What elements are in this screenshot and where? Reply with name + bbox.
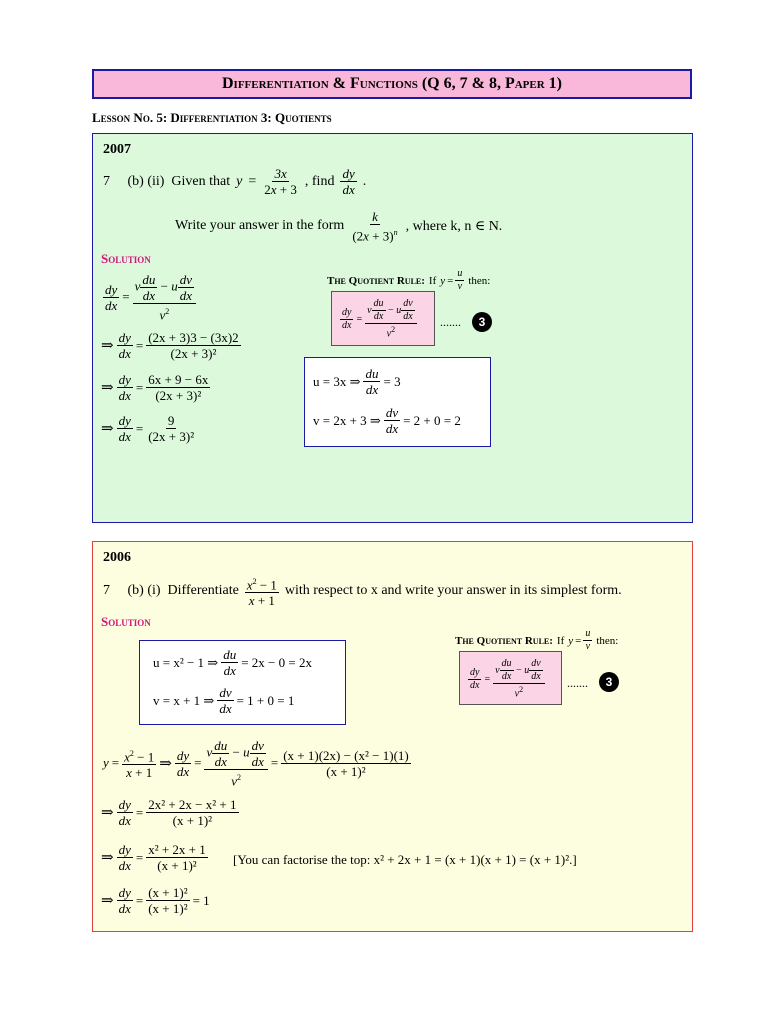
dots: ....... bbox=[567, 676, 588, 690]
question-text: 7 (b) (i) Differentiate bbox=[103, 583, 239, 599]
step-3: ⇒ $\frac{dy}{dx}$ = $\frac{9}{\text{(2x + 3)²}}$ bbox=[101, 413, 195, 444]
quotient-rule-title: The Quotient Rule: If y = $\frac{u}{v}$ then: bbox=[455, 628, 619, 652]
find-text: , find bbox=[304, 173, 335, 189]
fraction: $\frac{k}{(2x + 3)^n}$ bbox=[352, 209, 398, 244]
reference-badge: 3 bbox=[472, 312, 492, 332]
year-2007: 2007 bbox=[103, 142, 131, 157]
lesson-heading: Lesson No. 5: Differentiation 3: Quotients bbox=[92, 110, 332, 125]
derivatives-box: u = 3x ⇒ $\frac{du}{dx}$ = 3 v = 2x + 3 ⇒ $\frac{dv}{dx}$ = 2 + 0 = 2 bbox=[304, 357, 491, 447]
fraction: $\frac{x^2 - 1}{x + 1}$ bbox=[245, 574, 279, 608]
solution-label: Solution bbox=[101, 251, 151, 266]
instruction-2007 bbox=[175, 209, 502, 243]
quotient-rule-title: The Quotient Rule: If y = $\frac{u}{v}$ then: bbox=[327, 268, 491, 292]
question-2006 bbox=[103, 574, 622, 608]
main-derivation: y = $\frac{x^2 - 1}{x + 1}$ ⇒ $\frac{dy}{dx}$ = v $\frac{du}{dx}$ − u $\frac{dv}{dx}$ $v^2$ = $\frac{\text{(x + 1)(2x) − (x² − 1)(1)}}{\text{(x + 1)²}}$ bbox=[103, 738, 409, 789]
year-2006: 2006 bbox=[103, 550, 131, 565]
instruction-text: Write your answer in the form bbox=[175, 218, 345, 234]
step-3: ⇒ $\frac{dy}{dx}$ = $\frac{\text{(x + 1)²}}{\text{(x + 1)²}}$ = 1 bbox=[101, 885, 210, 916]
step-1: ⇒ $\frac{dy}{dx}$ = $\frac{\text{2x² + 2x − x² + 1}}{\text{(x + 1)²}}$ bbox=[101, 797, 237, 828]
quotient-formula: $\frac{dy}{dx}$ = v $\frac{du}{dx}$ − u $\frac{dv}{dx}$ $v^2$ bbox=[103, 272, 196, 322]
factor-note: [You can factorise the top: x² + 2x + 1 = (x + 1)(x + 1) = (x + 1)².] bbox=[233, 852, 577, 867]
quotient-rule-box: $\frac{dy}{dx}$ = v $\frac{du}{dx}$ − u $\frac{dv}{dx}$ $v^2$ bbox=[331, 291, 435, 346]
step-2: ⇒ $\frac{dy}{dx}$ = $\frac{\text{x² + 2x + 1}}{\text{(x + 1)²}}$ bbox=[101, 842, 206, 873]
page-title: Differentiation & Functions (Q 6, 7 & 8, Paper 1) bbox=[92, 69, 692, 99]
question-2007: 7 (b) (ii) Given that y = $\frac{3x}{2x + 3}$ , find $\frac{dy}{dx}$ . bbox=[103, 166, 367, 197]
quotient-rule-box: $\frac{dy}{dx}$ = v $\frac{du}{dx}$ − u $\frac{dv}{dx}$ $v^2$ bbox=[459, 651, 562, 705]
where-text: , where k, n ∈ N. bbox=[405, 218, 503, 234]
solution-label: Solution bbox=[101, 614, 151, 629]
question-text: 7 (b) (ii) Given that bbox=[103, 173, 231, 189]
dots: ....... bbox=[440, 315, 461, 329]
fraction: $\frac{dy}{dx}$ bbox=[342, 166, 355, 197]
reference-badge: 3 bbox=[599, 672, 619, 692]
derivatives-box: u = x² − 1 ⇒ $\frac{du}{dx}$ = 2x − 0 = 2x v = x + 1 ⇒ $\frac{dv}{dx}$ = 1 + 0 = 1 bbox=[139, 640, 346, 725]
step-2: ⇒ $\frac{dy}{dx}$ = $\frac{6x + 9 - 6x}{\text{(2x + 3)²}}$ bbox=[101, 372, 209, 403]
question-text-end: with respect to x and write your answer in its simplest form. bbox=[284, 583, 622, 599]
step-1: ⇒ $\frac{dy}{dx}$ = $\frac{(2x + 3)3 - (3x)2}{\text{(2x + 3)²}}$ bbox=[101, 330, 239, 361]
fraction: $\frac{3x}{2x + 3}$ bbox=[264, 166, 297, 197]
